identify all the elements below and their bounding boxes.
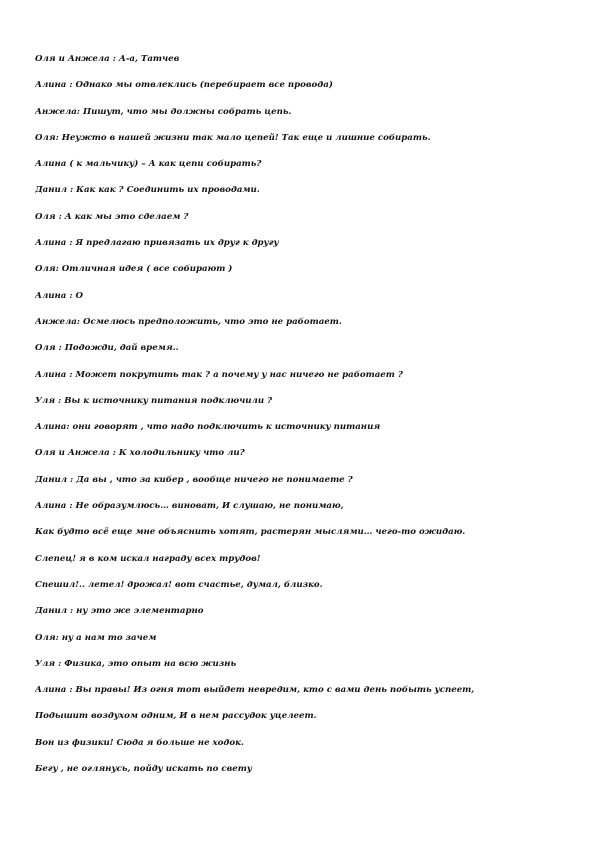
dialogue-line: Слепец! я в ком искал награду всех трудов! [35,553,261,564]
dialogue-line: Алина : Я предлагаю привязать их друг к другу [35,238,279,249]
dialogue-line: Уля : Физика, это опыт на всю жизнь [35,658,237,669]
dialogue-line: Данил : Как как ? Соединить их проводами. [35,185,260,196]
dialogue-line: Подышит воздухом одним, И в нем рассудок уцелеет. [35,711,317,722]
dialogue-line: Оля : А как мы это сделаем ? [35,211,189,222]
dialogue-line: Алина : Однако мы отвлеклись (перебирает все провода) [35,80,333,91]
dialogue-line: Оля : Подожди, дай время.. [35,343,179,354]
dialogue-line: Вон из физики! Сюда я больше не ходок. [35,737,244,748]
dialogue-line: Бегу , не оглянусь, пойду искать по свету [35,764,252,775]
dialogue-line: Алина : Может покрутить так ? а почему у нас ничего не работает ? [35,369,403,380]
dialogue-line: Алина: они говорят , что надо подключить к источнику питания [35,422,381,433]
dialogue-line: Данил : ну это же элементарно [35,606,204,617]
dialogue-line: Алина : О [35,290,84,301]
dialogue-line: Алина : Не образумлюсь… виноват, И слушаю, не понимаю, [35,501,344,512]
dialogue-line: Оля и Анжела : А-а, Татчев [35,54,180,64]
dialogue-lines [35,53,575,789]
dialogue-line: Анжела: Пишут, что мы должны собрать цепь. [35,106,292,117]
dialogue-line: Оля: Неужто в нашей жизни так мало цепей! Так еще и лишние собирать. [35,132,431,143]
dialogue-line: Спешил!.. летел! дрожал! вот счастье, думал, близко. [35,579,323,590]
dialogue-line: Алина ( к мальчику) – А как цепи собирать? [35,159,262,170]
dialogue-line: Анжела: Осмелюсь предположить, что это не работает. [35,316,342,327]
dialogue-line: Оля: ну а нам то зачем [35,632,157,643]
dialogue-line: Алина : Вы правы! Из огня тот выйдет невредим, кто с вами день побыть успеет, [35,685,475,696]
dialogue-line: Оля и Анжела : К холодильнику что ли? [35,448,245,459]
dialogue-line: Как будто всё еще мне объяснить хотят, растерян мыслями… чего-то ожидаю. [35,527,466,538]
dialogue-line: Уля : Вы к источнику питания подключили ? [35,395,273,406]
dialogue-line: Данил : Да вы , что за кибер , вообще ничего не понимаете ? [35,474,353,485]
dialogue-line: Оля: Отличная идея ( все собирают ) [35,264,233,275]
